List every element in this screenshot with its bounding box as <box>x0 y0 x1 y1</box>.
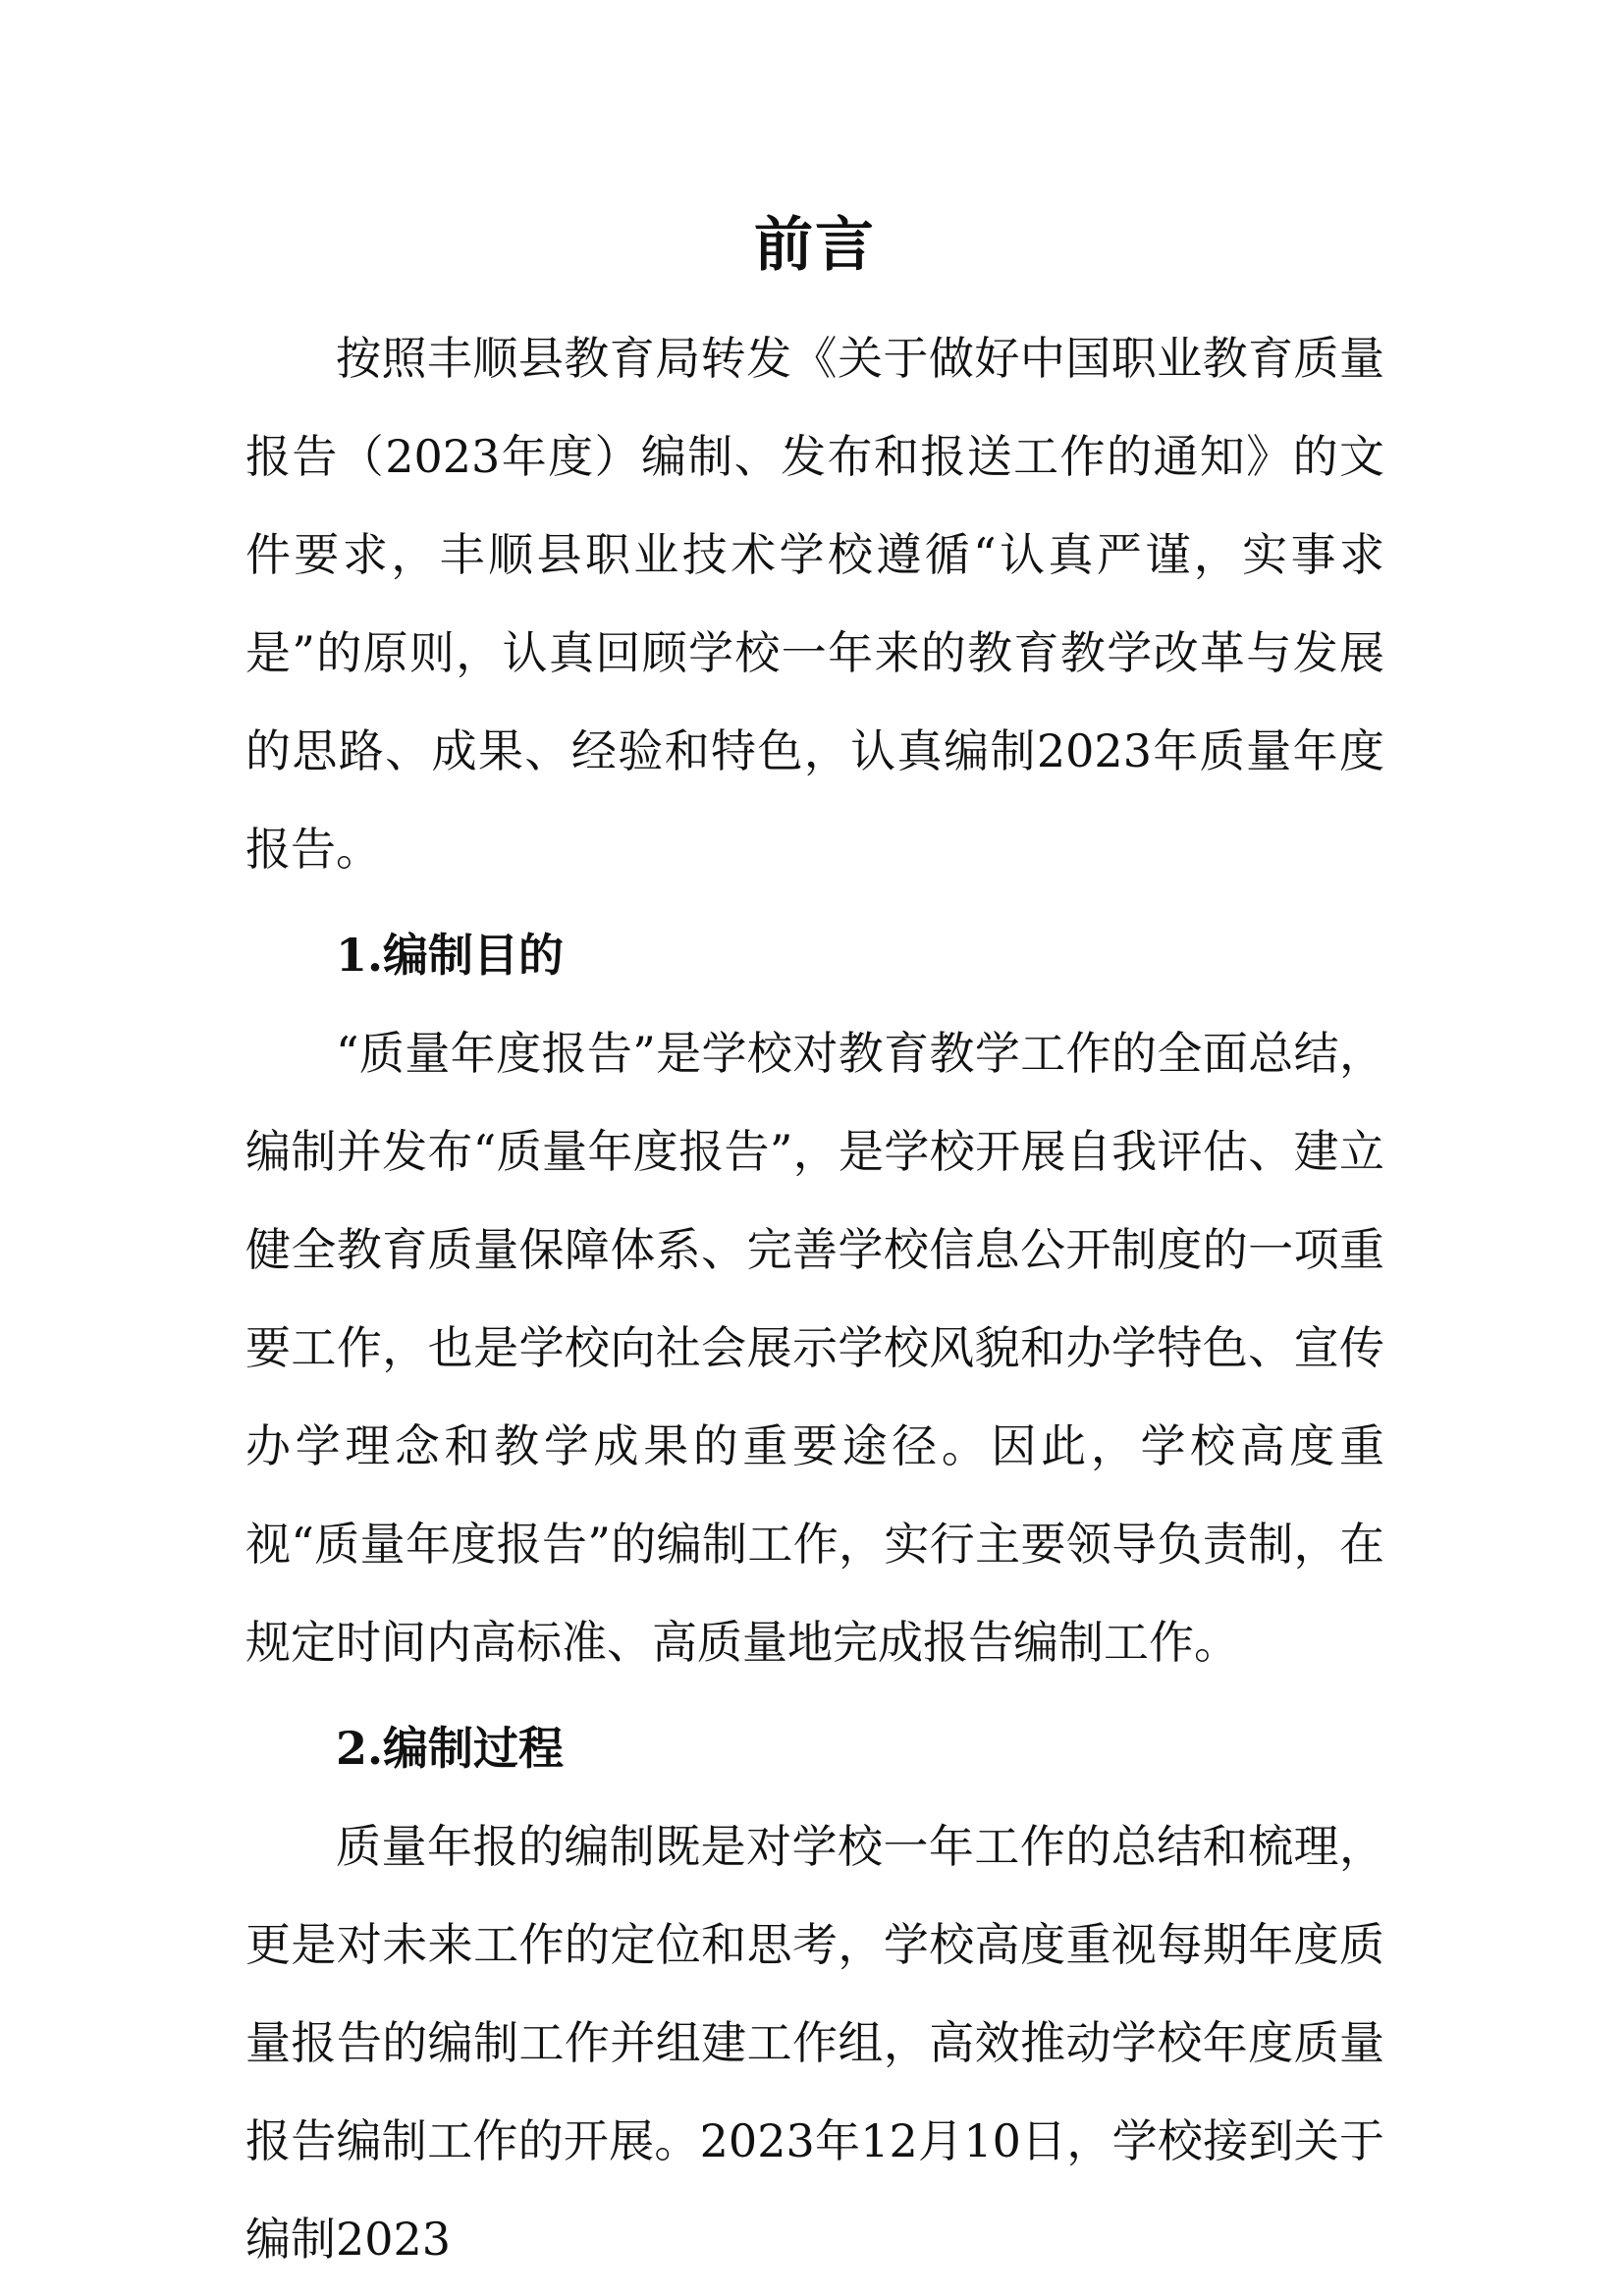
page-title: 前言 <box>754 211 876 280</box>
section-paragraph-process: 质量年报的编制既是对学校一年工作的总结和梳理，更是对未来工作的定位和思考，学校高度重视每期年度质量报告的编制工作并组建工作组，高效推动学校年度质量报告编制工作的开展。2023年12月10日，学校接到关于编制2023 <box>245 1820 1384 2266</box>
section-paragraph-purpose: “质量年度报告”是学校对教育教学工作的全面总结，编制并发布“质量年度报告”，是学校开展自我评估、建立健全教育质量保障体系、完善学校信息公开制度的一项重要工作，也是学校向社会展示学校风貌和办学特色、宣传办学理念和教学成果的重要途径。因此，学校高度重视“质量年度报告”的编制工作，实行主要领导负责制，在规定时间内高标准、高质量地完成报告编制工作。 <box>245 1027 1384 1669</box>
section-heading-process: 2.编制过程 <box>336 1722 565 1775</box>
section-heading-purpose: 1.编制目的 <box>336 929 565 982</box>
document-body <box>245 201 1384 2288</box>
intro-paragraph: 按照丰顺县教育局转发《关于做好中国职业教育质量报告（2023年度）编制、发布和报送工作的通知》的文件要求，丰顺县职业技术学校遵循“认真严谨，实事求是”的原则，认真回顾学校一年来的教育教学改革与发展的思路、成果、经验和特色，认真编制2023年质量年度报告。 <box>245 332 1384 876</box>
